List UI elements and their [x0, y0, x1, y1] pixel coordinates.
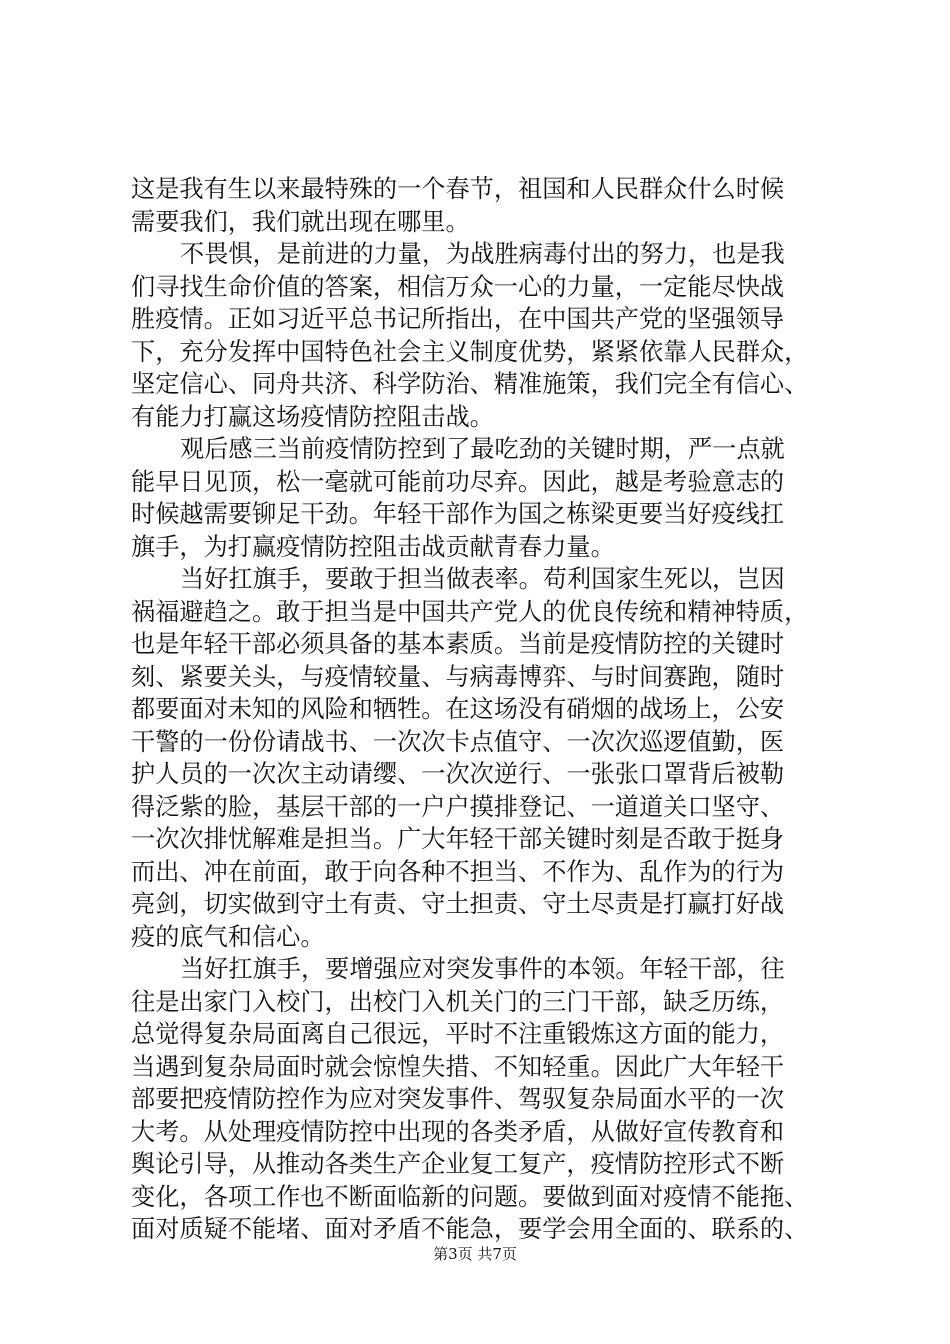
- text-line: 得泛紫的脸，基层干部的一户户摸排登记、一道道关口坚守、: [131, 792, 785, 821]
- text-line: 刻、紧要关头，与疫情较量、与病毒博弈、与时间赛跑，随时: [131, 662, 785, 691]
- text-line: 亮剑，切实做到守土有责、守土担责、守土尽责是打赢打好战: [131, 890, 785, 918]
- text-line: 旗手，为打赢疫情防控阻击战贡献青春力量。: [131, 532, 615, 561]
- text-line: 护人员的一次次主动请缨、一次次逆行、一张张口罩背后被勒: [131, 760, 785, 788]
- text-line: 当好扛旗手，要增强应对突发事件的本领。年轻干部，往: [180, 955, 785, 983]
- text-line: 有能力打赢这场疫情防控阻击战。: [131, 402, 494, 431]
- text-line: 总觉得复杂局面离自己很远，平时不注重锻炼这方面的能力，: [131, 1020, 785, 1048]
- text-line: 部要把疫情防控作为应对突发事件、驾驭复杂局面水平的一次: [131, 1085, 785, 1113]
- text-line: 时候越需要铆足干劲。年轻干部作为国之栋梁更要当好疫线扛: [131, 500, 785, 528]
- text-line: 一次次排忧解难是担当。广大年轻干部关键时刻是否敢于挺身: [131, 825, 785, 853]
- text-line: 下，充分发挥中国特色社会主义制度优势，紧紧依靠人民群众，: [131, 337, 809, 366]
- text-line: 都要面对未知的风险和牺牲。在这场没有硝烟的战场上，公安: [131, 695, 785, 723]
- text-line: 变化，各项工作也不断面临新的问题。要做到面对疫情不能拖、: [131, 1182, 809, 1211]
- text-line: 舆论引导，从推动各类生产企业复工复产，疫情防控形式不断: [131, 1150, 785, 1178]
- text-line: 当遇到复杂局面时就会惊惶失措、不知轻重。因此广大年轻干: [131, 1052, 785, 1081]
- text-line: 不畏惧，是前进的力量，为战胜病毒付出的努力，也是我: [180, 240, 785, 268]
- text-line: 也是年轻干部必须具备的基本素质。当前是疫情防控的关键时: [131, 630, 785, 658]
- text-line: 能早日见顶，松一毫就可能前功尽弃。因此，越是考验意志的: [131, 467, 785, 496]
- text-line: 往是出家门入校门，出校门入机关门的三门干部，缺乏历练，: [131, 987, 785, 1016]
- text-line: 们寻找生命价值的答案，相信万众一心的力量，一定能尽快战: [131, 272, 785, 301]
- text-line: 胜疫情。正如习近平总书记所指出，在中国共产党的坚强领导: [131, 305, 785, 333]
- text-line: 这是我有生以来最特殊的一个春节，祖国和人民群众什么时候: [131, 175, 785, 203]
- text-line: 疫的底气和信心。: [131, 922, 325, 951]
- text-line: 坚定信心、同舟共济、科学防治、精准施策，我们完全有信心、: [131, 370, 809, 398]
- text-line: 大考。从处理疫情防控中出现的各类矛盾，从做好宣传教育和: [131, 1117, 785, 1146]
- text-line: 祸福避趋之。敢于担当是中国共产党人的优良传统和精神特质，: [131, 597, 809, 626]
- text-line: 面对质疑不能堵、面对矛盾不能急，要学会用全面的、联系的、: [131, 1215, 809, 1243]
- text-line: 干警的一份份请战书、一次次卡点值守、一次次巡逻值勤，医: [131, 727, 785, 756]
- page-number-footer: 第3页 共7页: [433, 1245, 517, 1263]
- document-body: [131, 173, 831, 1246]
- text-line: 当好扛旗手，要敢于担当做表率。苟利国家生死以，岂因: [180, 565, 785, 593]
- text-line: 需要我们，我们就出现在哪里。: [131, 207, 470, 236]
- text-line: 而出、冲在前面，敢于向各种不担当、不作为、乱作为的行为: [131, 857, 785, 886]
- text-line: 观后感三当前疫情防控到了最吃劲的关键时期，严一点就: [180, 435, 785, 463]
